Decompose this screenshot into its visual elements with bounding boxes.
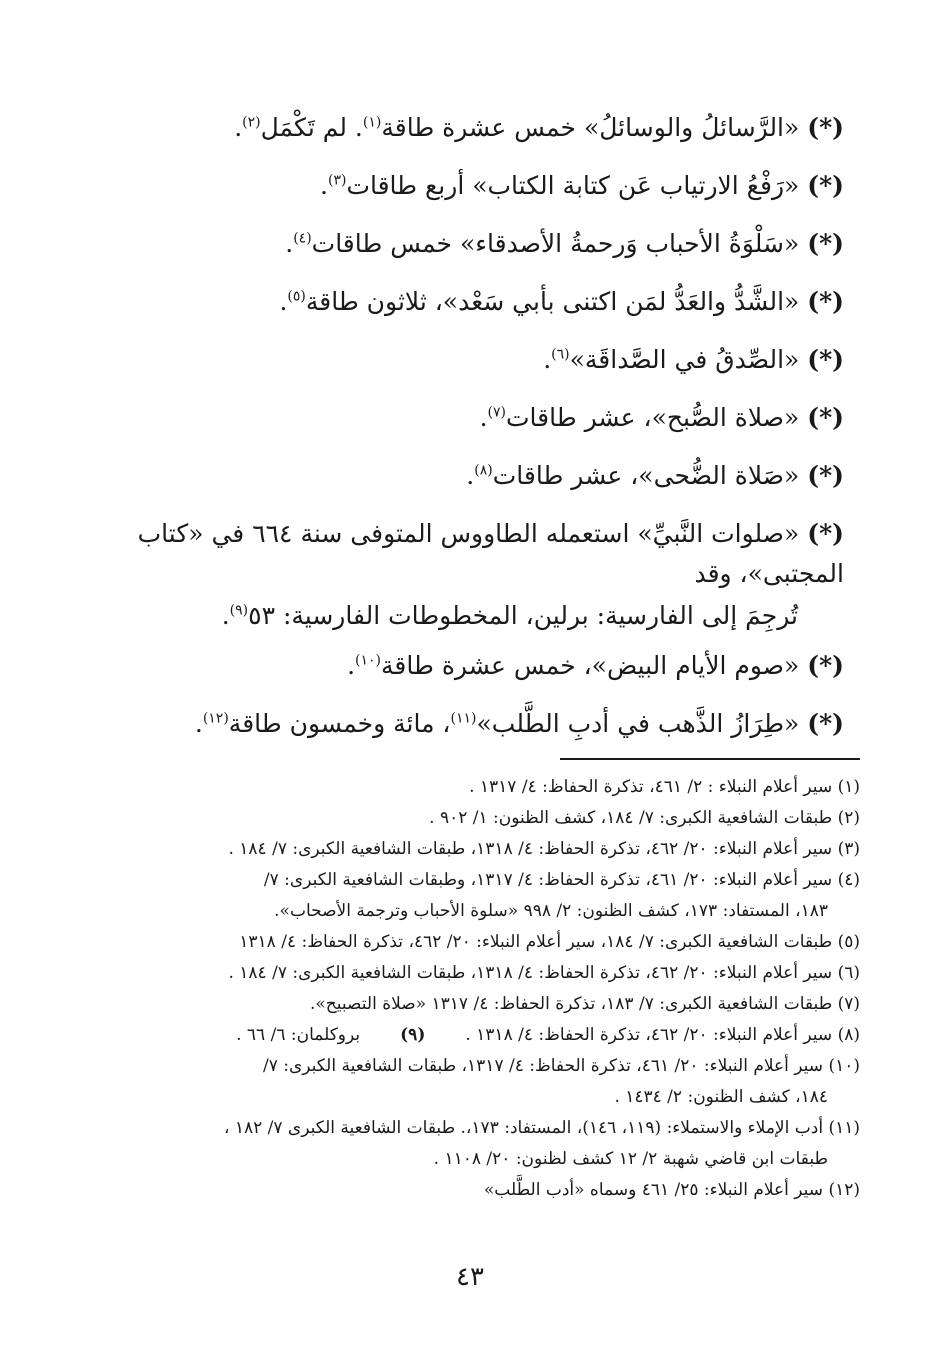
footnote-text: (١٠) سير أعلام النبلاء: ٢٠/ ٤٦١، تذكرة الحفاظ: ٤/ ١٣١٧، طبقات الشافعية الكبرى: ٧/ (262, 1056, 860, 1076)
footnote (82, 958, 860, 989)
footnote (82, 772, 860, 803)
bullet-marker: (*) (807, 229, 844, 258)
footnote-text: (١) سير أعلام النبلاء : ٢/ ٤٦١، تذكرة الحفاظ: ٤/ ١٣١٧ . (469, 777, 860, 797)
list-item (70, 224, 844, 282)
footnote (82, 927, 860, 958)
entry-text: «صَلاة الضُّحى»، عشر طاقات (492, 461, 800, 490)
footnotes (82, 772, 860, 1206)
entry-text: «صلوات النَّبيِّ» استعمله الطاووس المتوفى سنة ٦٦٤ في «كتاب المجتبى»، وقد (137, 519, 844, 588)
entry-end: . (221, 601, 230, 630)
footnote-ref: (١١) (450, 710, 477, 727)
list-item (70, 646, 844, 704)
entry-text: «الشَّدُّ والعَدُّ لمَن اكتنى بأبي سَعْد»، ثلاثون طاقة (305, 287, 800, 316)
entry-text: «رَفْعُ الارتياب عَن كتابة الكتاب» أربع طاقات (346, 171, 800, 200)
footnote-ref: (٥) (287, 288, 306, 305)
entry-end: . (320, 171, 328, 200)
footnote-continuation: طبقات ابن قاضي شهبة ٢/ ١٢ كشف لظنون: ٢٠/ ١١٠٨ . (433, 1149, 828, 1169)
entry-text: «طِرَازُ الذَّهب في أدبِ الطَّلب» (476, 709, 800, 738)
entry-end: . (234, 113, 243, 142)
bullet-marker: (*) (807, 461, 844, 490)
footnote-text: (٢) طبقات الشافعية الكبرى: ٧/ ١٨٤، كشف الظنون: ١/ ٩٠٢ . (429, 808, 860, 828)
entry-text: «الصِّدقُ في الصَّداقَة» (569, 345, 800, 374)
footnote-text: (١٢) سير أعلام النبلاء: ٢٥/ ٤٦١ وسماه «أدب الطَّلب» (483, 1180, 860, 1200)
footnote-ref: (٩) (229, 602, 249, 619)
list-item (70, 108, 844, 166)
footnote-text: (٧) طبقات الشافعية الكبرى: ٧/ ١٨٣، تذكرة الحفاظ: ٤/ ١٣١٧ «صلاة التصبيح». (310, 994, 860, 1014)
footnote-text: (٨) سير أعلام النبلاء: ٢٠/ ٤٦٢، تذكرة الحفاظ: ٤/ ١٣١٨ . (465, 1025, 860, 1045)
footnote-text: (٣) سير أعلام النبلاء: ٢٠/ ٤٦٢، تذكرة الحفاظ: ٤/ ١٣١٨، طبقات الشافعية الكبرى: ٧/ ١٨٤ . (228, 839, 860, 859)
entry-text-line2: تُرجِمَ إلى الفارسية: برلين، المخطوطات الفارسية: ٥٣ (248, 601, 798, 630)
footnote (82, 1113, 860, 1175)
list-item (70, 282, 844, 340)
footnote-text: (١١) أدب الإملاء والاستملاء: (١١٩، ١٤٦)، المستفاد: ١٧٣،. طبقات الشافعية الكبرى ٧/ ١٨٢ ، (223, 1118, 860, 1138)
footnote-ref: (٦) (551, 346, 570, 363)
footnote (82, 1020, 860, 1051)
footnote (82, 1051, 860, 1113)
entry-continuation (70, 594, 844, 638)
bullet-marker: (*) (807, 345, 844, 374)
entry-text: «سَلْوَةُ الأحباب وَرحمةُ الأصدقاء» خمس طاقات (311, 229, 800, 258)
footnote-text: (٥) طبقات الشافعية الكبرى: ٧/ ١٨٤، سير أعلام النبلاء: ٢٠/ ٤٦٢، تذكرة الحفاظ: ٤/ ١٣١٨ (239, 932, 860, 952)
bullet-marker: (*) (807, 287, 844, 316)
footnote-ref: (١٠) (355, 652, 381, 669)
footnote-continuation: ١٨٣، المستفاد: ١٧٣، كشف الظنون: ٢/ ٩٩٨ «سلوة الأحباب وترجمة الأصحاب». (274, 901, 828, 921)
list-item (70, 398, 844, 456)
footnote-text: (٦) سير أعلام النبلاء: ٢٠/ ٤٦٢، تذكرة الحفاظ: ٤/ ١٣١٨، طبقات الشافعية الكبرى: ٧/ ١٨٤ . (228, 963, 860, 983)
entry-end: . (479, 403, 488, 432)
entry-end: . (347, 651, 356, 680)
footnote (82, 1175, 860, 1206)
footnote (82, 865, 860, 927)
entry-end: . (466, 461, 475, 490)
bullet-marker: (*) (807, 519, 844, 548)
bullet-marker: (*) (807, 709, 844, 738)
footnote-ref: (٣) (327, 172, 347, 189)
footnote-text: (٤) سير أعلام النبلاء: ٢٠/ ٤٦١، تذكرة الحفاظ: ٤/ ١٣١٧، وطبقات الشافعية الكبرى: ٧/ (263, 870, 860, 890)
list-item (70, 340, 844, 398)
list-item (70, 514, 844, 638)
footnote-ref: (٧) (487, 404, 506, 421)
footnote (82, 834, 860, 865)
list-item (70, 166, 844, 224)
footnote-ref: (٢) (242, 114, 261, 131)
entry-end: . (279, 287, 288, 316)
footnote-ref: (١٢) (202, 710, 229, 727)
footnote (82, 803, 860, 834)
bullet-marker: (*) (807, 651, 844, 680)
entry-end: . (543, 345, 552, 374)
entry-text: «صلاة الصُّبح»، عشر طاقات (506, 403, 800, 432)
footnote-separator (560, 758, 860, 760)
bullet-marker: (*) (807, 171, 844, 200)
entry-end: . (285, 229, 294, 258)
footnote-ref: (٨) (474, 462, 493, 479)
footnote (82, 989, 860, 1020)
list-item (70, 456, 844, 514)
footnote-ref: (١) (362, 114, 382, 131)
footnote-inline-number: (٩) (400, 1025, 426, 1045)
entry-end: . (194, 709, 203, 738)
entry-text: «صوم الأيام البيض»، خمس عشرة طاقة (381, 651, 800, 680)
entry-text-after: ، مائة وخمسون طاقة (228, 709, 451, 738)
bullet-marker: (*) (807, 113, 844, 142)
entry-text: «الرَّسائلُ والوسائلُ» خمس عشرة طاقة (381, 113, 800, 142)
work-list (70, 108, 844, 762)
page-number: ٤٣ (456, 1262, 484, 1292)
footnote-ref: (٤) (293, 230, 312, 247)
entry-text-after: . لم تَكْمَل (260, 113, 363, 142)
list-item (70, 704, 844, 762)
footnote-inline-text: بروكلمان: ٦/ ٦٦ . (236, 1025, 361, 1045)
bullet-marker: (*) (807, 403, 844, 432)
footnote-continuation: ١٨٤، كشف الظنون: ٢/ ١٤٣٤ . (614, 1087, 828, 1107)
